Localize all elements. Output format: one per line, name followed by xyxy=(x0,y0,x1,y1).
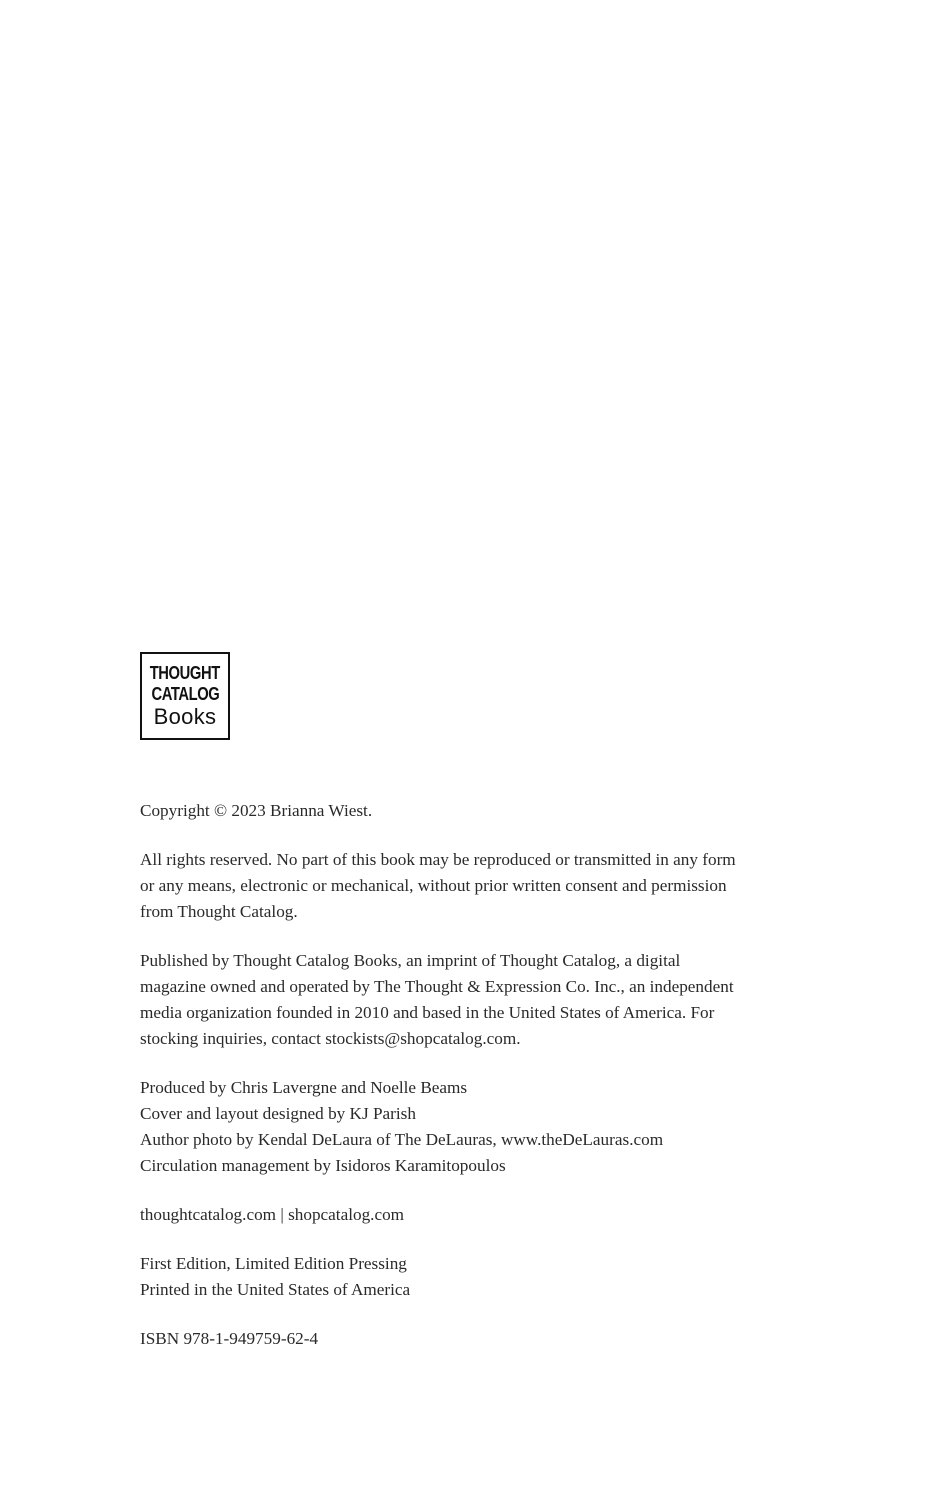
logo-line-2: CATALOG xyxy=(151,684,219,704)
credit-circulation: Circulation management by Isidoros Karamitopoulos xyxy=(140,1156,506,1175)
edition-info: First Edition, Limited Edition Pressing xyxy=(140,1254,407,1273)
credit-cover-layout: Cover and layout designed by KJ Parish xyxy=(140,1104,416,1123)
logo-line-3: Books xyxy=(153,704,217,729)
publisher-statement: Published by Thought Catalog Books, an imprint of Thought Catalog, a digital magazine owned and operated by The Thought & Expression Co. Inc., an independent media organization founded in 2010 and based in the United States of America. For stocking inquiries, contact stockists@shopcatalog.com. xyxy=(140,951,734,1048)
edition-block xyxy=(140,1251,750,1303)
rights-statement: All rights reserved. No part of this book may be reproduced or transmitted in any form or any means, electronic or mechanical, without prior written consent and permission from Thought Catalog. xyxy=(140,850,736,921)
thought-catalog-books-logo xyxy=(140,652,230,740)
websites: thoughtcatalog.com | shopcatalog.com xyxy=(140,1205,405,1224)
copyright-text-block xyxy=(140,798,750,1375)
credit-producer: Produced by Chris Lavergne and Noelle Beams xyxy=(140,1078,468,1097)
copyright-notice: Copyright © 2023 Brianna Wiest. xyxy=(140,801,373,820)
credit-author-photo: Author photo by Kendal DeLaura of The DeLauras, www.theDeLauras.com xyxy=(140,1130,664,1149)
credits-block xyxy=(140,1075,750,1179)
isbn: ISBN 978-1-949759-62-4 xyxy=(140,1329,319,1348)
logo-line-1: THOUGHT xyxy=(149,663,221,683)
printed-in: Printed in the United States of America xyxy=(140,1280,411,1299)
